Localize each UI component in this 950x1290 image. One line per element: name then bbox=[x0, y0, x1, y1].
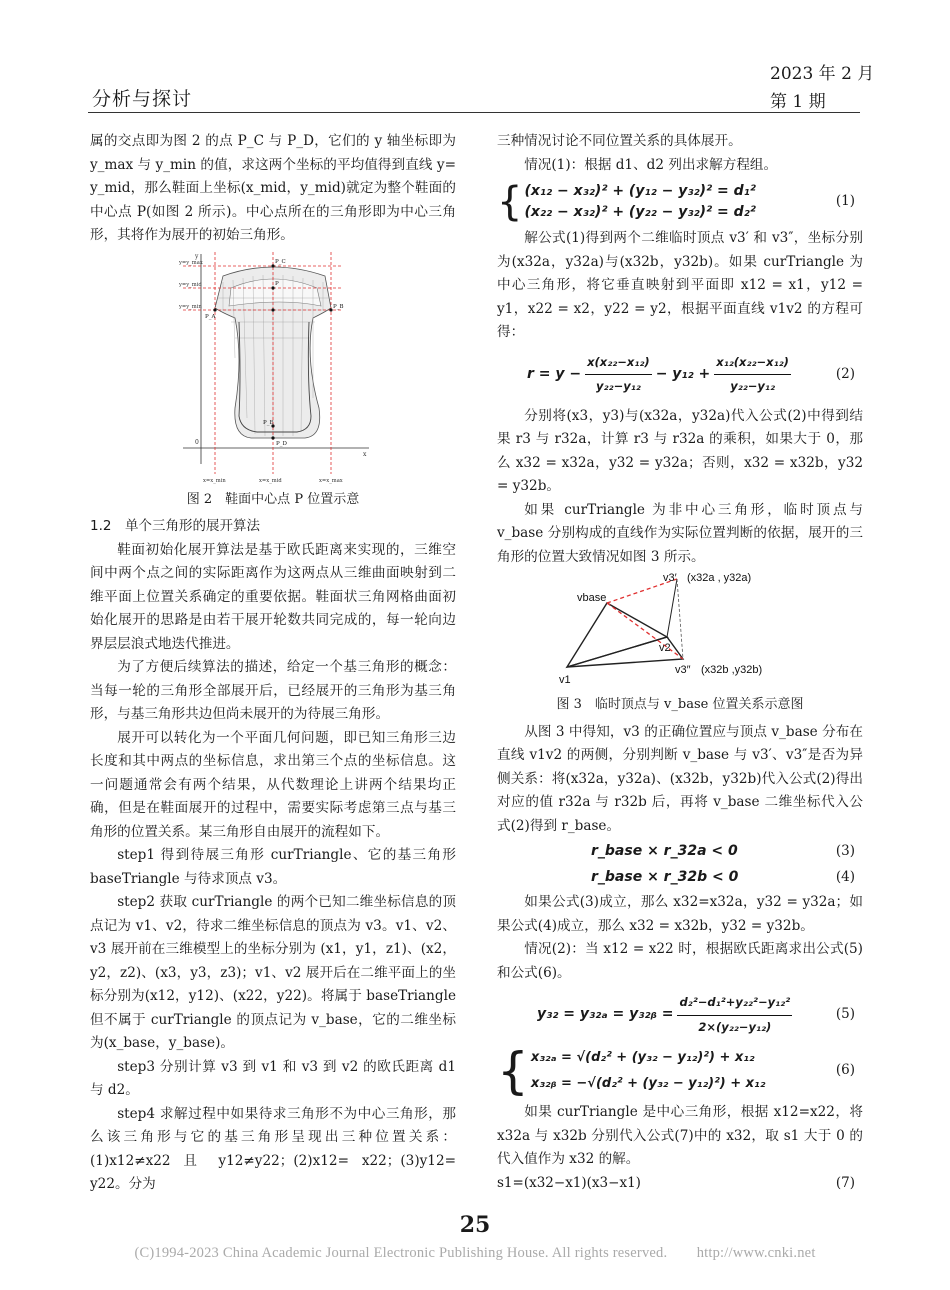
v3a-coord: (x32a , y32a) bbox=[687, 572, 752, 584]
equation-1: { (x₁₂ − x₃₂)² + (y₁₂ − y₃₂)² = d₁² (x₂₂ − x₃₂)² + (y₂₂ − y₃₂)² = d₂² (1) bbox=[497, 179, 855, 225]
equation-5 bbox=[497, 991, 863, 1039]
equation-6: { x₃₂ₐ = √(d₂² + (y₃₂ − y₁₂)²) + x₁₂ x₃₂ᵦ = −√(d₂² + (y₃₂ − y₁₂)²) + x₁₂ (6) bbox=[497, 1042, 855, 1100]
fraction-denominator: y₂₂−y₁₂ bbox=[596, 379, 641, 393]
section-title: 1.2 单个三角形的展开算法 bbox=[90, 518, 260, 534]
fraction-denominator: y₂₂−y₁₂ bbox=[730, 379, 775, 393]
equation-2-left: r = y − bbox=[527, 365, 582, 382]
left-column bbox=[90, 130, 456, 1197]
fraction-numerator: d₂²−d₁²+y₂₂²−y₁₂² bbox=[677, 991, 792, 1016]
vbase-label: vbase bbox=[577, 592, 607, 604]
copyright-footer: (C)1994-2023 China Academic Journal Electronic Publishing House. All rights reserved. http://www.cnki.net bbox=[134, 1245, 816, 1261]
equation-4-body: r_base × r_32b < 0 bbox=[591, 868, 739, 885]
v3a-label: v3′ bbox=[663, 572, 677, 584]
figure-3-caption: 图 3 临时顶点与 v_base 位置关系示意图 bbox=[556, 697, 804, 712]
equation-3 bbox=[497, 840, 863, 864]
base-triangle bbox=[567, 603, 667, 667]
header-section: 分析与探讨 bbox=[92, 88, 193, 110]
p-label: P bbox=[275, 280, 279, 287]
equation-number: (4) bbox=[835, 868, 855, 885]
equation-2 bbox=[497, 351, 863, 399]
figure-3 bbox=[555, 569, 805, 689]
equation-1a: (x₁₂ − x₃₂)² + (y₁₂ − y₃₂)² = d₁² bbox=[524, 183, 756, 199]
equation-1b: (x₂₂ − x₃₂)² + (y₂₂ − y₃₂)² = d₂² bbox=[524, 204, 756, 220]
paragraph: 分别将(x3，y3)与(x32a，y32a)代入公式(2)中得到结果 r3 与 r32a，计算 r3 与 r32a 的乘积，如果大于 0，那么 x32 = x32a，y32 = y32a；否则，x32 = x32b，y32 = y32b。 bbox=[497, 407, 863, 494]
header-rule bbox=[88, 112, 860, 113]
paragraph: 鞋面初始化展开算法是基于欧氏距离来实现的，三维空间中两个点之间的实际距离作为这两点从三维曲面映射到二维平面上位置关系确定的重要依据。鞋面状三角网格曲面初始化展开的思路是由若干展开轮数共同完成的，每一轮向边界层层浪式地迭代推进。 bbox=[90, 541, 456, 652]
equation-6a: x₃₂ₐ = √(d₂² + (y₃₂ − y₁₂)²) + x₁₂ bbox=[530, 1050, 755, 1065]
equation-7-body: s1=(x32−x1)(x3−x1) bbox=[497, 1174, 641, 1191]
equation-number: (1) bbox=[835, 193, 855, 210]
paragraph: 三种情况讨论不同位置关系的具体展开。 bbox=[497, 133, 742, 149]
paragraph: 为了方便后续算法的描述，给定一个基三角形的概念：当每一轮的三角形全部展开后，已经展开的三角形为基三角形，与基三角形共边但尚未展开的为待展三角形。 bbox=[90, 659, 456, 722]
ymax-label: y=y_max bbox=[179, 259, 203, 266]
header-issue: 第 1 期 bbox=[770, 92, 826, 112]
header-meta bbox=[770, 60, 874, 116]
v2-label: v2 bbox=[659, 642, 671, 654]
xmax-label: x=x_max bbox=[319, 477, 343, 484]
equation-5-fraction bbox=[677, 991, 792, 1039]
pc-label: P_C bbox=[275, 258, 286, 265]
paragraph: 如果 curTriangle 是中心三角形，根据 x12=x22，将 x32a 与 x32b 分别代入公式(7)中的 x32，取 s1 大于 0 的代入值作为 x32 的解。 bbox=[497, 1104, 863, 1167]
equation-7 bbox=[497, 1172, 863, 1196]
fraction-numerator: x(x₂₂−x₁₂) bbox=[585, 351, 652, 376]
paragraph: 从图 3 中得知，v3 的正确位置应与顶点 v_base 分布在直线 v1v2 的两侧，分别判断 v_base 与 v3′、v3″是否为异侧关系：将(x32a，y32a)、(x32b，y32b)代入公式(2)得出对应的值 r32a 与 r32b 后，再将 v_base 二维坐标代入公式(2)得到 r_base。 bbox=[497, 723, 863, 834]
pd-label: P_D bbox=[276, 440, 287, 447]
paragraph: 展开可以转化为一个平面几何问题，即已知三角形三边长度和其中两点的坐标信息，求出第三个点的坐标信息。这一问题通常会有两个结果，从代数理论上讲两个结果均正确，但是在鞋面展开的过程中，需要实际考虑第三点与基三角形的位置关系。某三角形自由展开的流程如下。 bbox=[90, 729, 456, 840]
xmin-label: x=x_min bbox=[203, 477, 226, 484]
equation-2-middle: − y₁₂ + bbox=[655, 365, 711, 382]
pb-label: P_B bbox=[333, 303, 344, 310]
figure-2 bbox=[173, 248, 373, 484]
equation-number: (7) bbox=[835, 1174, 855, 1191]
equation-2-fraction-2 bbox=[714, 351, 791, 399]
equation-number: (5) bbox=[835, 1006, 855, 1023]
fraction-denominator: 2×(y₂₂−y₁₂) bbox=[698, 1019, 772, 1034]
page-number: 25 bbox=[459, 1212, 491, 1238]
equation-4 bbox=[497, 866, 863, 890]
pa-label: P_A bbox=[205, 313, 216, 320]
origin-label: 0 bbox=[195, 438, 199, 446]
v3a-to-v3b bbox=[677, 579, 683, 659]
header-date: 2023 年 2 月 bbox=[770, 64, 875, 84]
pe-label: P_E bbox=[263, 419, 274, 426]
v1-label: v1 bbox=[559, 674, 571, 686]
equation-number: (6) bbox=[835, 1062, 855, 1079]
step-4: step4 求解过程中如果待求三角形不为中心三角形，那么该三角形与它的基三角形呈现出三种位置关系：(1)x12≠x22 且 y12≠y22；(2)x12= x22；(3)y12= y22。分为 bbox=[90, 1105, 456, 1192]
fraction-numerator: x₁₂(x₂₂−x₁₂) bbox=[714, 351, 791, 376]
ymin-label: y=y_min bbox=[179, 303, 202, 310]
equation-3-body: r_base × r_32a < 0 bbox=[591, 843, 738, 859]
step-2: step2 获取 curTriangle 的两个已知二维坐标信息的顶点记为 v1、v2，待求二维坐标信息的顶点为 v3。v1、v2、v3 展开前在三维模型上的坐标分别为 (x1，y1，z1)、(x2，y2，z2)、(x3，y3，z3)；v1、v2 展开后在二维平面上的坐标分别为(x12，y12)、(x22，y22)。将属于 baseTriangle 但不属于 curTriangle 的顶点记为 v_base，它的二维坐标为(x_base，y_base)。 bbox=[90, 894, 456, 1051]
v3b-label: v3″ bbox=[675, 664, 691, 676]
equation-5-left: y₃₂ = y₃₂ₐ = y₃₂ᵦ = bbox=[537, 1006, 674, 1023]
equation-2-fraction-1 bbox=[585, 351, 652, 399]
paragraph: 情况(2)：当 x12 = x22 时，根据欧氏距离求出公式(5)和公式(6)。 bbox=[497, 941, 863, 981]
paragraph: 情况(1)：根据 d1、d2 列出求解方程组。 bbox=[524, 156, 778, 173]
paragraph: 如果公式(3)成立，那么 x32=x32a，y32 = y32a；如果公式(4)成立，那么 x32 = x32b，y32 = y32b。 bbox=[497, 894, 863, 934]
equation-number: (3) bbox=[835, 843, 855, 859]
x-axis-label: x bbox=[363, 450, 367, 458]
equation-6b: x₃₂ᵦ = −√(d₂² + (y₃₂ − y₁₂)²) + x₁₂ bbox=[530, 1076, 766, 1091]
xmid-label: x=x_mid bbox=[259, 477, 282, 484]
right-column bbox=[497, 130, 863, 1195]
step-3: step3 分别计算 v3 到 v1 和 v3 到 v2 的欧氏距离 d1 与 d2。 bbox=[90, 1058, 456, 1098]
figure-2-caption: 图 2 鞋面中心点 P 位置示意 bbox=[186, 491, 360, 507]
v3b-coord: (x32b ,y32b) bbox=[701, 664, 763, 676]
ymid-label: y=y_mid bbox=[179, 281, 202, 288]
paragraph: 解公式(1)得到两个二维临时顶点 v3′ 和 v3″，坐标分别为(x32a，y32a)与(x32b，y32b)。如果 curTriangle 为中心三角形，将它垂直映射到平面即 x12 = x1，y12 = y1，x22 = x2，y22 = y2，根据平面直线 v1v2 的方程可得： bbox=[497, 230, 863, 340]
step-1: step1 得到待展三角形 curTriangle、它的基三角形 baseTriangle 与待求顶点 v3。 bbox=[90, 847, 456, 887]
y-axis-label: y bbox=[195, 252, 199, 260]
paragraph: 如果 curTriangle 为非中心三角形，临时顶点与 v_base 分别构成的直线作为实际位置判断的依据，展开的三角形的位置大致情况如图 3 所示。 bbox=[497, 501, 863, 565]
v3a-to-v2 bbox=[667, 579, 677, 637]
equation-number: (2) bbox=[835, 365, 855, 382]
paragraph: 属的交点即为图 2 的点 P_C 与 P_D，它们的 y 轴坐标即为 y_max 与 y_min 的值，求这两个坐标的平均值得到直线 y= y_mid，那么鞋面上坐标(x_mid，y_mid)就定为整个鞋面的中心点 P(如图 2 所示)。中心点所在的三角形即为中心三角形，其将作为展开的初始三角形。 bbox=[90, 133, 456, 243]
